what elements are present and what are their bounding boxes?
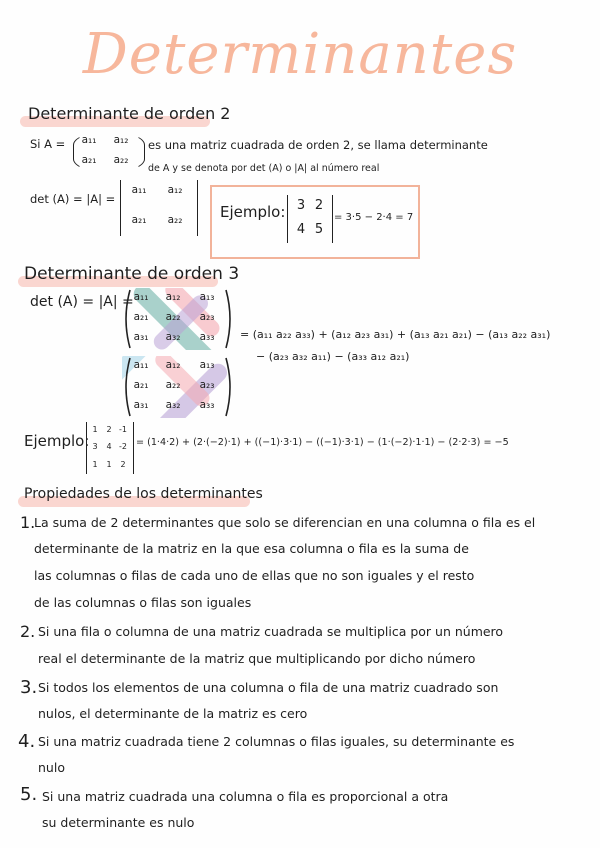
page-title: Determinantes (82, 22, 518, 87)
m3b-cell: a₃₃ (199, 399, 215, 411)
matrix-cell: a₁₁ (81, 134, 97, 146)
m3b-cell: a₃₂ (165, 399, 181, 411)
example-result-3: = (1·4·2) + (2·(−2)·1) + ((−1)·3·1) − ((−1)·3·1) − (1·(−2)·1·1) − (2·2·3) = −5 (136, 437, 509, 448)
prop-4-number: 4. (18, 731, 36, 752)
heading-propiedades: Propiedades de los determinantes (24, 486, 263, 502)
m3-cell: a₃₃ (199, 331, 215, 343)
prop-3-line: nulos, el determinante de la matriz es cero (38, 706, 308, 721)
det-cell: a₁₂ (167, 184, 183, 196)
prop-4-line: nulo (38, 760, 65, 775)
prop-5-line: su determinante es nulo (42, 815, 195, 830)
example-cell: 5 (314, 222, 324, 237)
m3-cell: a₃₂ (165, 331, 181, 343)
prop-2-line: real el determinante de la matriz que multiplicando por dicho número (38, 651, 476, 666)
matrix-cell: a₂₂ (113, 154, 129, 166)
intro-prefix: Si A = (30, 137, 66, 151)
prop-5-line: Si una matriz cuadrada una columna o fila es proporcional a otra (42, 789, 449, 804)
example-cell: 2 (314, 198, 324, 213)
matrix-cell: a₂₁ (81, 154, 97, 166)
m3-cell: a₃₁ (133, 331, 149, 343)
m3b-cell: a₁₃ (199, 359, 215, 371)
ex3-cell: 4 (106, 442, 112, 451)
m3-cell: a₁₃ (199, 291, 215, 303)
ex3-cell: 2 (120, 460, 126, 469)
paren-right (226, 290, 230, 348)
ex3-cell: 1 (106, 460, 112, 469)
ex3-cell: 1 (92, 425, 98, 434)
prop-1-number: 1. (20, 513, 36, 532)
m3-cell: a₁₂ (165, 291, 181, 303)
m3-cell: a₂₁ (133, 311, 149, 323)
m3b-cell: a₁₁ (133, 359, 149, 371)
ex3-cell: 1 (92, 460, 98, 469)
matrix-cell: a₁₂ (113, 134, 129, 146)
m3b-cell: a₂₃ (199, 379, 215, 391)
prop-1-line: La suma de 2 determinantes que solo se diferencian en una columna o fila es el (34, 515, 536, 530)
ex3-cell: -1 (119, 425, 127, 434)
m3-cell: a₁₁ (133, 291, 149, 303)
heading-orden-3: Determinante de orden 3 (24, 264, 240, 284)
prop-4-line: Si una matriz cuadrada tiene 2 columnas o filas iguales, su determinante es (38, 734, 515, 749)
det-cell: a₁₁ (131, 184, 147, 196)
example-cell: 3 (296, 198, 306, 213)
m3b-cell: a₁₂ (165, 359, 181, 371)
prop-2-number: 2. (20, 622, 36, 641)
det-cell: a₂₂ (167, 214, 183, 226)
ex3-cell: 2 (106, 425, 112, 434)
example-cell: 4 (296, 222, 306, 237)
m3b-cell: a₂₁ (133, 379, 149, 391)
formula-line-2: − (a₂₃ a₃₂ a₁₁) − (a₃₃ a₁₂ a₂₁) (256, 350, 410, 363)
paren-right (226, 358, 230, 416)
prop-5-number: 5. (20, 784, 38, 805)
example-label-2: Ejemplo: (220, 203, 286, 221)
prop-2-line: Si una fila o columna de una matriz cuadrada se multiplica por un número (38, 624, 504, 639)
ex3-cell: -2 (119, 442, 127, 451)
example-result-2: = 3·5 − 2·4 = 7 (334, 212, 414, 223)
intro-line-2: de A y se denota por det (A) o |A| al número real (148, 163, 380, 174)
m3-cell: a₂₂ (165, 311, 181, 323)
formula-line-1: = (a₁₁ a₂₂ a₃₃) + (a₁₂ a₂₃ a₃₁) + (a₁₃ a₂₁ a₂₁) − (a₁₃ a₂₂ a₃₁) (240, 328, 551, 341)
ex3-cell: 3 (92, 442, 98, 451)
det-cell: a₂₁ (131, 214, 147, 226)
prop-3-line: Si todos los elementos de una columna o fila de una matriz cuadrado son (38, 680, 499, 695)
m3-cell: a₂₃ (199, 311, 215, 323)
prop-1-line: de las columnas o filas son iguales (34, 595, 252, 610)
prop-1-line: determinante de la matriz en la que esa columna o fila es la suma de (34, 541, 469, 556)
example-label-3: Ejemplo: (24, 432, 90, 450)
intro-line-1: es una matriz cuadrada de orden 2, se llama determinante (148, 138, 488, 152)
heading-orden-2: Determinante de orden 2 (28, 104, 231, 123)
det-label-3: det (A) = |A| = (30, 294, 134, 310)
prop-1-line: las columnas o filas de cada uno de ellas que no son iguales y el resto (34, 568, 475, 583)
m3b-cell: a₃₁ (133, 399, 149, 411)
prop-3-number: 3. (20, 677, 38, 698)
m3b-cell: a₂₂ (165, 379, 181, 391)
det-label-2: det (A) = |A| = (30, 192, 116, 206)
